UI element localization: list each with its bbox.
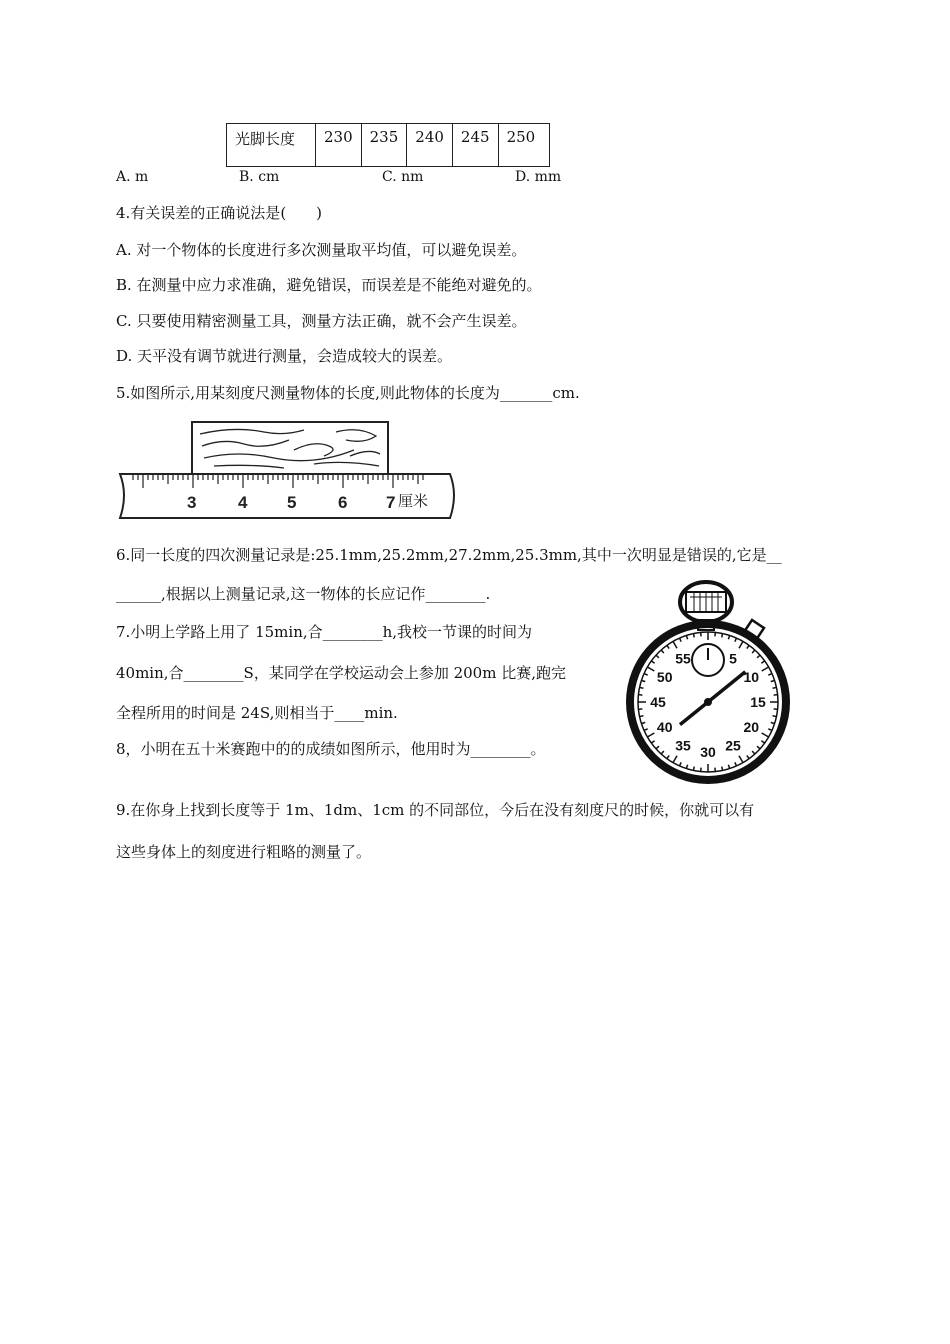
q3-option-c: C. nm [382,169,424,185]
dial-label: 15 [750,694,766,710]
q9-line-2: 这些身体上的刻度进行粗略的测量了。 [116,843,372,861]
dial-tick [647,733,654,737]
dial-label: 20 [743,719,760,735]
q5-question: 5.如图所示,用某刻度尺测量物体的长度,则此物体的长度为_______cm. [116,384,580,402]
wood-block [192,422,388,474]
dial-label: 35 [675,737,691,754]
dial-tick [735,638,737,642]
q7-line-3: 全程所用的时间是 24S,则相当于____min. [116,704,398,722]
dial-tick [651,741,654,743]
tick-label: 4 [238,493,248,512]
dial-tick [761,741,764,743]
dial-tick [773,687,777,688]
table-cell: 245 [452,124,498,167]
dial-label: 30 [700,744,716,760]
dial-tick [667,755,669,758]
table-cell: 230 [316,124,362,167]
q9-line-1: 9.在你身上找到长度等于 1m、1dm、1cm 的不同部位，今后在没有刻度尺的时候，你就可以有 [116,801,755,819]
dial-tick [747,755,749,758]
q8-question: 8，小明在五十米赛跑中的的成绩如图所示，他用时为________。 [116,740,546,758]
dial-tick [761,661,764,663]
foot-length-table [226,123,550,167]
dial-tick [768,729,772,731]
dial-tick [722,634,723,638]
dial-tick [771,722,775,723]
dial-tick [640,687,644,688]
dial-tick [771,680,775,681]
dial-label: 50 [656,669,673,685]
q6-line-1: 6.同一长度的四次测量记录是:25.1mm,25.2mm,27.2mm,25.3mm,其中一次明显是错误的,它是__ [116,546,782,564]
dial-tick [661,650,664,653]
dial-label: 55 [675,650,691,667]
dial-tick [640,716,644,717]
dial-tick [651,661,654,663]
unit-label: 厘米 [398,493,429,510]
tick-label: 7 [386,493,396,512]
dial-tick [739,641,743,648]
table-cell: 235 [361,124,407,167]
dial-tick [644,674,648,676]
table-cell: 240 [407,124,453,167]
tick-label: 5 [287,493,297,512]
dial-tick [686,765,687,769]
dial-tick [641,680,645,681]
dial-tick [747,645,749,648]
dial-label: 25 [725,737,741,754]
table-header-cell: 光脚长度 [227,124,316,167]
ruler-ticks [133,474,423,488]
dial-tick [686,635,687,639]
q4-option-b: B. 在测量中应力求准确，避免错误，而误差是不能绝对避免的。 [116,276,542,294]
dial-tick [728,765,729,769]
q6-line-2: ______,根据以上测量记录,这一物体的长应记作________. [116,585,491,603]
dial-tick [757,746,760,749]
dial-tick [667,645,669,648]
q4-stem: 4.有关误差的正确说法是( ) [116,204,323,222]
dial-tick [693,767,694,771]
tick-label: 6 [338,493,348,512]
dial-tick [656,655,659,658]
q7-line-1: 7.小明上学路上用了 15min,合________h,我校一节课的时间为 [116,623,533,641]
q3-option-b: B. cm [239,169,280,185]
dial-tick [757,655,760,658]
ruler-figure [114,420,459,525]
dial-tick [739,756,743,763]
dial-tick [680,762,682,766]
ruler-labels [187,493,428,512]
q4-option-a: A. 对一个物体的长度进行多次测量取平均值，可以避免误差。 [116,241,527,259]
dial-tick [735,762,737,766]
dial-tick [752,751,755,754]
q3-option-d: D. mm [515,169,562,185]
tick-label: 3 [187,493,197,512]
dial-label: 5 [729,650,737,667]
dial-tick [680,638,682,642]
dial-label: 10 [743,669,760,685]
dial-label: 45 [650,694,666,710]
q3-option-a: A. m [116,169,149,185]
q4-option-d: D. 天平没有调节就进行测量，会造成较大的误差。 [116,347,453,365]
dial-tick [768,674,772,676]
dial-label: 40 [656,719,673,735]
dial-tick [693,634,694,638]
dial-tick [728,635,729,639]
dial-tick [656,746,659,749]
dial-tick [762,733,769,737]
q7-line-2: 40min,合________S，某同学在学校运动会上参加 200m 比赛,跑完 [116,664,566,682]
dial-tick [644,729,648,731]
table-cell: 250 [498,124,549,167]
dial-tick [673,641,677,648]
dial-tick [762,667,769,671]
dial-tick [722,767,723,771]
dial-tick [673,756,677,763]
table-row [227,124,550,167]
dial-tick [661,751,664,754]
dial-tick [641,722,645,723]
dial-tick [752,650,755,653]
stopwatch-figure [618,580,798,785]
dial-tick [647,667,654,671]
stopwatch-hand [680,672,745,725]
q4-option-c: C. 只要使用精密测量工具，测量方法正确，就不会产生误差。 [116,312,527,330]
dial-tick [773,716,777,717]
